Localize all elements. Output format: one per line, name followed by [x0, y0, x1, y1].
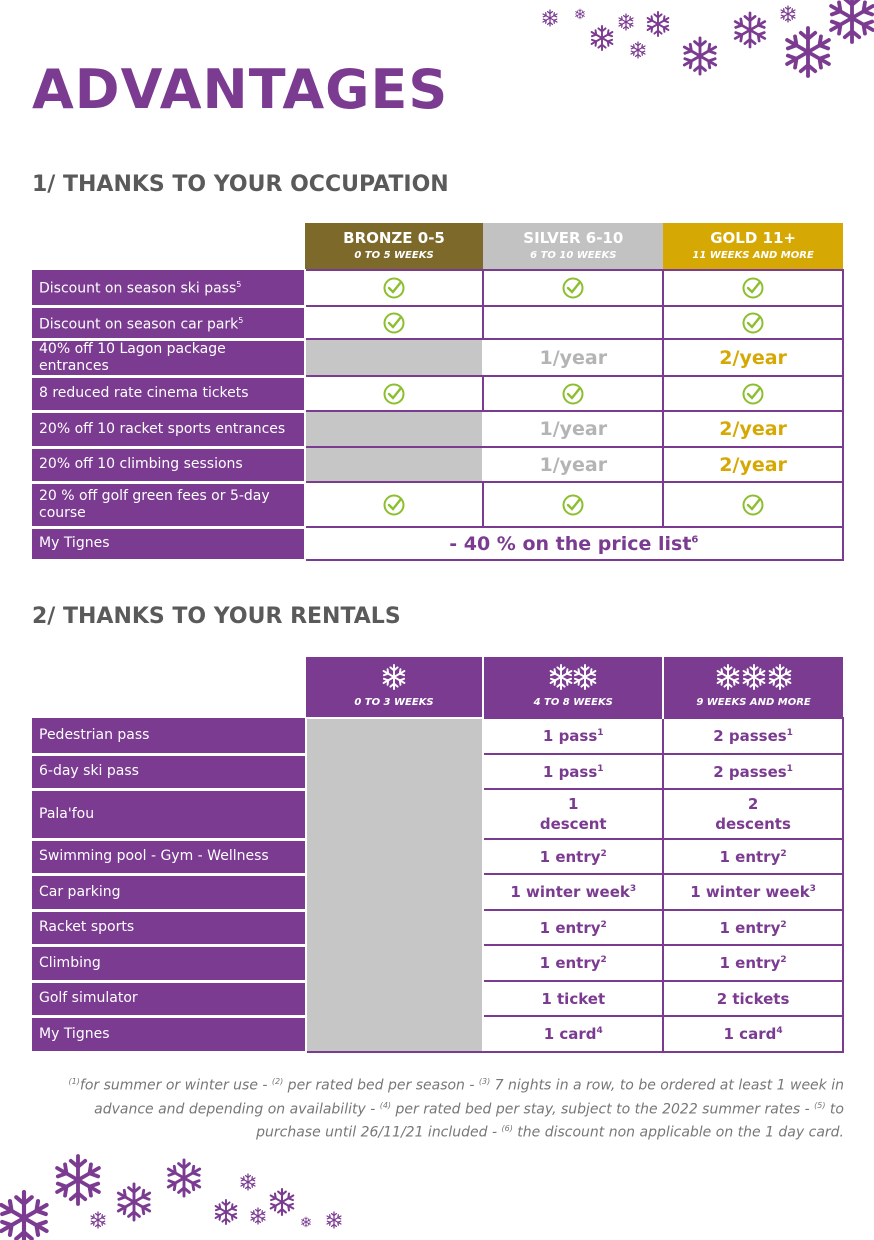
table-header-blank	[32, 223, 305, 270]
header-gold-sub: 11 WEEKS AND MORE	[692, 250, 814, 261]
row-label: Climbing	[32, 945, 306, 981]
row-label: Golf simulator	[32, 981, 306, 1016]
row-label: 20% off 10 racket sports entrances	[32, 411, 305, 447]
gold-value: 2/year	[663, 447, 843, 482]
check-cell	[305, 376, 484, 411]
header-bronze-sub: 0 TO 5 WEEKS	[354, 250, 434, 261]
check-icon	[382, 311, 406, 335]
row-label: 6-day ski pass	[32, 754, 306, 789]
row-label: Discount on season car park$^5$	[32, 306, 305, 339]
check-icon	[741, 276, 765, 300]
check-icon	[561, 276, 585, 300]
check-icon	[382, 276, 406, 300]
header-silver	[483, 223, 663, 270]
unavailable-cell	[305, 447, 484, 482]
occupation-table	[32, 223, 844, 562]
header-gold-name: GOLD 11+	[710, 229, 796, 247]
tier-2-value: 1 entry$^2$	[483, 839, 663, 874]
snowflake-decoration-top	[530, 0, 874, 90]
header-tier-1	[306, 657, 484, 718]
check-icon	[561, 493, 585, 517]
snowflake-icon	[538, 663, 608, 691]
tier-2-value: 1 descent	[483, 789, 663, 839]
tier-3-value: 1 winter week$^3$	[663, 874, 843, 910]
check-cell	[483, 270, 663, 306]
check-cell	[663, 482, 843, 527]
tier-3-value: 2 descents	[663, 789, 843, 839]
row-label: Car parking	[32, 874, 306, 910]
header-silver-sub: 6 TO 10 WEEKS	[530, 250, 617, 261]
gold-value: 2/year	[663, 339, 843, 376]
page-title: ADVANTAGES	[32, 58, 449, 121]
tier-3-value: 2 tickets	[663, 981, 843, 1016]
table-row	[32, 482, 843, 527]
section-heading-occupation: 1/ THANKS TO YOUR OCCUPATION	[32, 172, 449, 197]
row-label: Racket sports	[32, 910, 306, 945]
row-label: Discount on season ski pass$^5$	[32, 270, 305, 306]
tier-2-value: 1 entry$^2$	[483, 945, 663, 981]
tier-3-value: 1 card$^4$	[663, 1016, 843, 1052]
tier-2-value: 1 pass$^1$	[483, 718, 663, 754]
tier-2-value: 1 entry$^2$	[483, 910, 663, 945]
check-icon	[741, 493, 765, 517]
header-tier-1-sub: 0 TO 3 WEEKS	[354, 697, 434, 708]
row-label: 20% off 10 climbing sessions	[32, 447, 305, 482]
row-label: 20 % off golf green fees or 5-day course	[32, 482, 305, 527]
header-bronze	[305, 223, 484, 270]
section-heading-rentals: 2/ THANKS TO YOUR RENTALS	[32, 604, 401, 629]
header-silver-name: SILVER 6-10	[523, 229, 624, 247]
row-label: Pedestrian pass	[32, 718, 306, 754]
header-tier-2	[483, 657, 663, 718]
silver-value: 1/year	[483, 447, 663, 482]
unavailable-cell	[305, 411, 484, 447]
check-cell	[483, 482, 663, 527]
row-label: 8 reduced rate cinema tickets	[32, 376, 305, 411]
table-header-blank	[32, 657, 306, 718]
check-cell	[483, 376, 663, 411]
table-row	[32, 339, 843, 376]
empty-cell	[483, 306, 663, 339]
table-row	[32, 527, 843, 560]
check-cell	[305, 482, 484, 527]
check-icon	[741, 382, 765, 406]
table-row	[32, 447, 843, 482]
row-label: Pala'fou	[32, 789, 306, 839]
check-cell	[663, 270, 843, 306]
gold-value: 2/year	[663, 411, 843, 447]
snowflake-icon	[379, 663, 409, 691]
check-icon	[561, 382, 585, 406]
check-cell	[663, 376, 843, 411]
unavailable-cell	[306, 718, 484, 1052]
snowflake-icon	[706, 663, 802, 691]
row-label: My Tignes	[32, 1016, 306, 1052]
row-label: 40% off 10 Lagon package entrances	[32, 339, 305, 376]
header-bronze-name: BRONZE 0-5	[343, 229, 445, 247]
header-gold	[663, 223, 843, 270]
table-row	[32, 306, 843, 339]
table-row	[32, 270, 843, 306]
tier-2-value: 1 pass$^1$	[483, 754, 663, 789]
row-label: My Tignes	[32, 527, 305, 560]
header-tier-3-sub: 9 WEEKS AND MORE	[696, 697, 811, 708]
tier-2-value: 1 card$^4$	[483, 1016, 663, 1052]
row-label: Swimming pool - Gym - Wellness	[32, 839, 306, 874]
rentals-table	[32, 657, 844, 1054]
check-cell	[305, 306, 484, 339]
header-tier-2-sub: 4 TO 8 WEEKS	[533, 697, 613, 708]
tier-3-value: 2 passes$^1$	[663, 754, 843, 789]
tier-3-value: 1 entry$^2$	[663, 839, 843, 874]
snowflake-decoration-bottom	[0, 1150, 360, 1240]
footnotes: $^{(1)}$for summer or winter use - $^{(2)}$ per rated bed per season - $^{(3)}$ 7 nights in a row, to be ordered at least 1 week in advance and depending on availability - $^{(4)}$ per rated bed per stay, subject to the 2022 summer rates - $^{(5)}$ to purchase until 26/11/21 included - $^{(6)}$ the discount non applicable on the 1 day card.	[68, 1077, 844, 1141]
unavailable-cell	[305, 339, 484, 376]
table-row	[32, 718, 843, 754]
mytignes-discount: - 40 % on the price list$^6$	[305, 527, 843, 560]
silver-value: 1/year	[483, 411, 663, 447]
tier-2-value: 1 winter week$^3$	[483, 874, 663, 910]
check-icon	[382, 382, 406, 406]
check-cell	[663, 306, 843, 339]
table-row	[32, 376, 843, 411]
check-icon	[741, 311, 765, 335]
table-row	[32, 411, 843, 447]
tier-3-value: 1 entry$^2$	[663, 945, 843, 981]
header-tier-3	[663, 657, 843, 718]
tier-2-value: 1 ticket	[483, 981, 663, 1016]
check-cell	[305, 270, 484, 306]
silver-value: 1/year	[483, 339, 663, 376]
tier-3-value: 2 passes$^1$	[663, 718, 843, 754]
check-icon	[382, 493, 406, 517]
tier-3-value: 1 entry$^2$	[663, 910, 843, 945]
